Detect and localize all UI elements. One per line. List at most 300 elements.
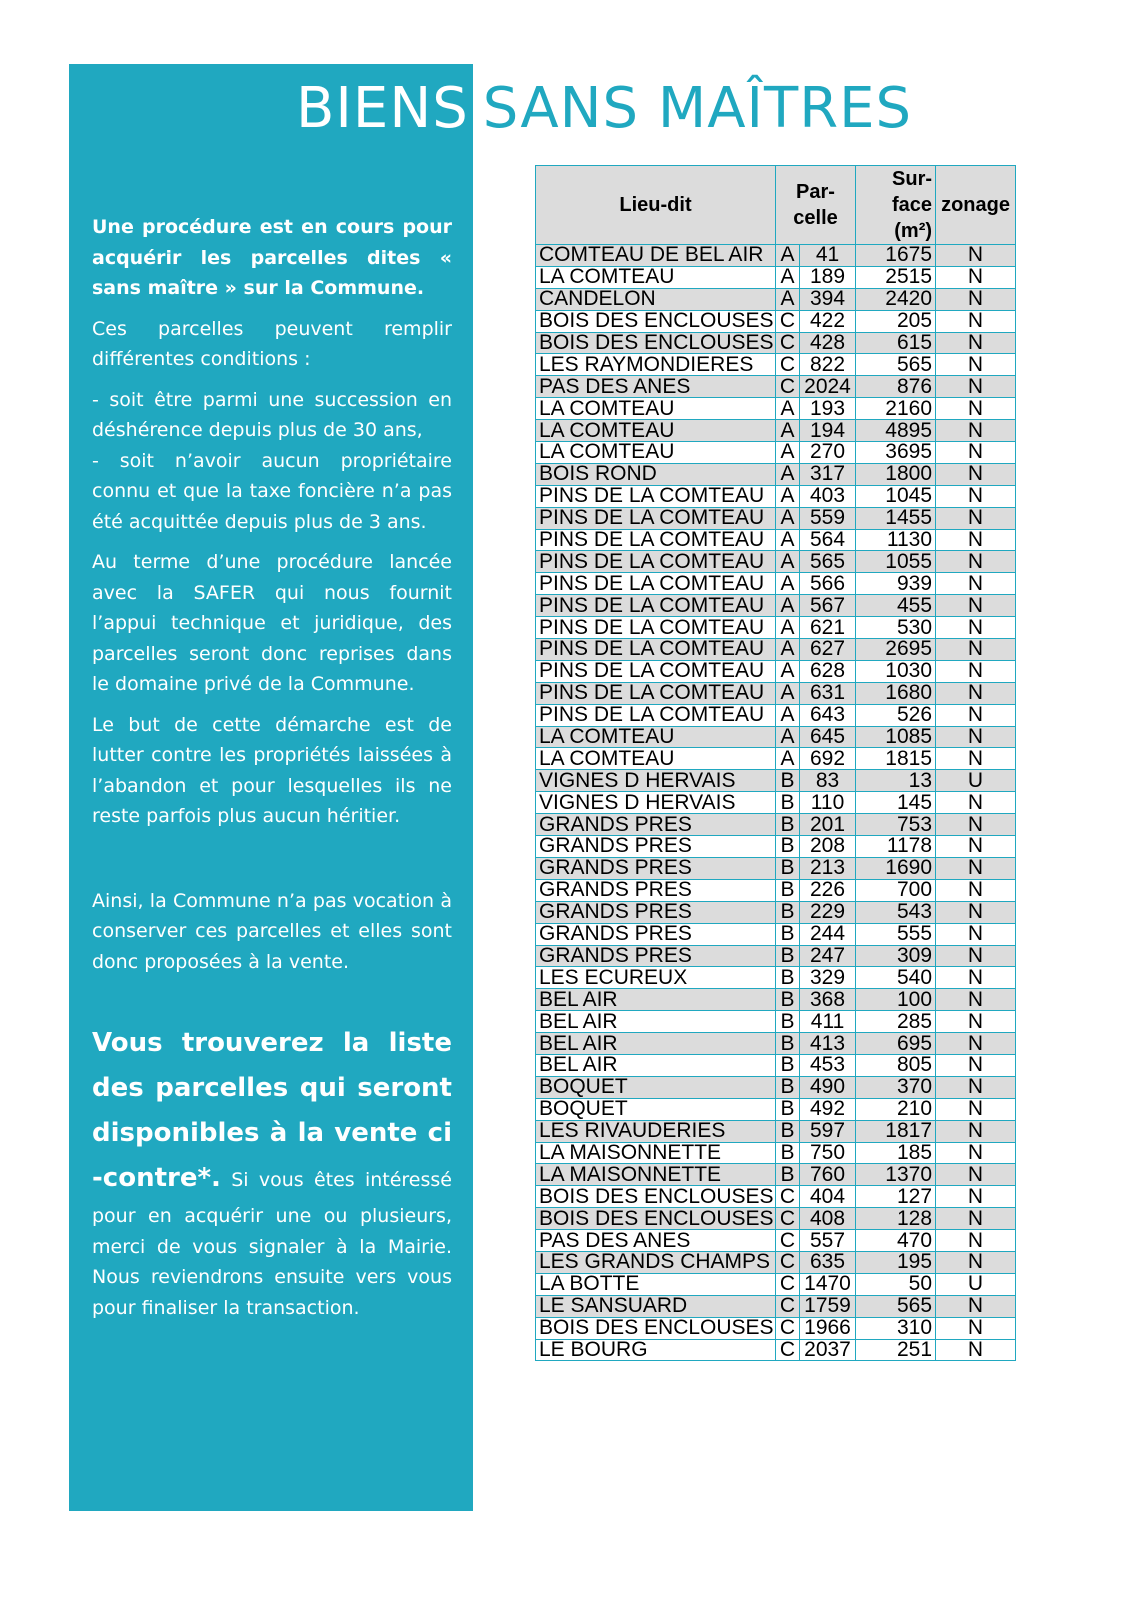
cell-section: B (776, 1164, 800, 1186)
cell-lieu-dit: LES RAYMONDIERES (536, 354, 776, 376)
table-row (536, 792, 1016, 814)
cell-section: B (776, 1098, 800, 1120)
cell-parcelle: 317 (800, 463, 856, 485)
table-row (536, 1317, 1016, 1339)
cell-section: A (776, 420, 800, 442)
cell-section: B (776, 857, 800, 879)
cell-zonage: N (936, 814, 1016, 836)
cell-lieu-dit: LA MAISONNETTE (536, 1164, 776, 1186)
cell-surface: 1085 (856, 726, 936, 748)
cell-parcelle: 631 (800, 682, 856, 704)
cell-zonage: U (936, 770, 1016, 792)
cell-zonage: N (936, 310, 1016, 332)
cell-section: C (776, 310, 800, 332)
cell-parcelle: 208 (800, 836, 856, 858)
cell-lieu-dit: BOIS DES ENCLOUSES (536, 1317, 776, 1339)
cell-surface: 1030 (856, 660, 936, 682)
cell-section: C (776, 1208, 800, 1230)
cell-parcelle: 428 (800, 332, 856, 354)
cell-lieu-dit: LA COMTEAU (536, 420, 776, 442)
cell-parcelle: 201 (800, 814, 856, 836)
cell-parcelle: 2024 (800, 376, 856, 398)
table-row (536, 332, 1016, 354)
table-row (536, 923, 1016, 945)
cell-section: A (776, 529, 800, 551)
cell-lieu-dit: BOIS DES ENCLOUSES (536, 1186, 776, 1208)
cell-zonage: N (936, 398, 1016, 420)
title-word-sans-maitres: SANS MAÎTRES (482, 76, 913, 141)
cell-parcelle: 692 (800, 748, 856, 770)
cell-section: C (776, 354, 800, 376)
cell-parcelle: 83 (800, 770, 856, 792)
cell-lieu-dit: GRANDS PRES (536, 901, 776, 923)
cell-lieu-dit: GRANDS PRES (536, 814, 776, 836)
cell-zonage: N (936, 507, 1016, 529)
cell-lieu-dit: PAS DES ANES (536, 1230, 776, 1252)
cell-zonage: N (936, 617, 1016, 639)
cell-surface: 195 (856, 1251, 936, 1273)
cell-lieu-dit: PINS DE LA COMTEAU (536, 617, 776, 639)
intro-paragraph-safer: Au terme d’une procédure lancée avec la SAFER qui nous fournit l’appui technique et juridique, des parcelles seront donc reprises dans le domaine privé de la Commune. (92, 551, 452, 695)
cell-zonage: N (936, 1011, 1016, 1033)
table-row (536, 639, 1016, 661)
cell-surface: 1055 (856, 551, 936, 573)
cell-zonage: N (936, 857, 1016, 879)
cell-surface: 309 (856, 945, 936, 967)
cell-zonage: N (936, 792, 1016, 814)
cell-lieu-dit: LA COMTEAU (536, 748, 776, 770)
cell-surface: 805 (856, 1054, 936, 1076)
cell-surface: 1130 (856, 529, 936, 551)
table-row (536, 485, 1016, 507)
cell-section: B (776, 792, 800, 814)
cell-parcelle: 1470 (800, 1273, 856, 1295)
cell-surface: 3695 (856, 442, 936, 464)
table-row (536, 660, 1016, 682)
cell-surface: 100 (856, 989, 936, 1011)
cell-surface: 1045 (856, 485, 936, 507)
cell-parcelle: 559 (800, 507, 856, 529)
cell-zonage: N (936, 595, 1016, 617)
table-row (536, 945, 1016, 967)
cta-bold-text: Vous trouverez la liste des parcelles qui seront disponibles à la vente ci -contre*. (92, 1028, 452, 1193)
cell-surface: 2515 (856, 266, 936, 288)
cell-lieu-dit: PINS DE LA COMTEAU (536, 551, 776, 573)
table-row (536, 442, 1016, 464)
cell-section: A (776, 507, 800, 529)
cell-surface: 205 (856, 310, 936, 332)
cell-parcelle: 1759 (800, 1295, 856, 1317)
cell-lieu-dit: PINS DE LA COMTEAU (536, 704, 776, 726)
cell-zonage: N (936, 442, 1016, 464)
cell-parcelle: 627 (800, 639, 856, 661)
cell-parcelle: 597 (800, 1120, 856, 1142)
cell-surface: 1680 (856, 682, 936, 704)
cell-section: A (776, 660, 800, 682)
cell-surface: 939 (856, 573, 936, 595)
cell-zonage: N (936, 245, 1016, 267)
cell-parcelle: 621 (800, 617, 856, 639)
cell-parcelle: 194 (800, 420, 856, 442)
table-row (536, 1339, 1016, 1361)
cell-lieu-dit: BEL AIR (536, 1033, 776, 1055)
cell-parcelle: 213 (800, 857, 856, 879)
cell-surface: 753 (856, 814, 936, 836)
cell-parcelle: 329 (800, 967, 856, 989)
cell-section: C (776, 376, 800, 398)
cell-parcelle: 645 (800, 726, 856, 748)
cell-surface: 310 (856, 1317, 936, 1339)
table-row (536, 529, 1016, 551)
cell-lieu-dit: BOQUET (536, 1076, 776, 1098)
table-row (536, 1120, 1016, 1142)
cell-section: B (776, 1142, 800, 1164)
cell-zonage: N (936, 1164, 1016, 1186)
cell-section: B (776, 836, 800, 858)
table-row (536, 245, 1016, 267)
title-word-biens: BIENS (296, 76, 469, 141)
cell-surface: 210 (856, 1098, 936, 1120)
cell-lieu-dit: VIGNES D HERVAIS (536, 770, 776, 792)
cell-lieu-dit: COMTEAU DE BEL AIR (536, 245, 776, 267)
table-row (536, 1295, 1016, 1317)
cell-zonage: N (936, 573, 1016, 595)
table-row (536, 1011, 1016, 1033)
cell-lieu-dit: VIGNES D HERVAIS (536, 792, 776, 814)
cell-parcelle: 422 (800, 310, 856, 332)
table-row (536, 266, 1016, 288)
cell-parcelle: 408 (800, 1208, 856, 1230)
cell-zonage: N (936, 463, 1016, 485)
table-row (536, 573, 1016, 595)
parcels-table (535, 165, 1016, 1361)
cell-lieu-dit: BOIS DES ENCLOUSES (536, 1208, 776, 1230)
cell-lieu-dit: LA BOTTE (536, 1273, 776, 1295)
cell-surface: 2160 (856, 398, 936, 420)
cell-zonage: N (936, 1033, 1016, 1055)
table-row (536, 1098, 1016, 1120)
cell-surface: 145 (856, 792, 936, 814)
table-row (536, 1164, 1016, 1186)
cell-parcelle: 490 (800, 1076, 856, 1098)
cell-zonage: N (936, 1339, 1016, 1361)
cell-surface: 4895 (856, 420, 936, 442)
table-row (536, 1033, 1016, 1055)
cell-lieu-dit: CANDELON (536, 288, 776, 310)
cell-zonage: N (936, 1230, 1016, 1252)
cell-zonage: N (936, 288, 1016, 310)
cell-parcelle: 193 (800, 398, 856, 420)
cell-lieu-dit: BOQUET (536, 1098, 776, 1120)
cell-surface: 555 (856, 923, 936, 945)
cell-surface: 1690 (856, 857, 936, 879)
cell-zonage: N (936, 1295, 1016, 1317)
cell-lieu-dit: GRANDS PRES (536, 836, 776, 858)
table-body (536, 245, 1016, 1361)
table-row (536, 310, 1016, 332)
cell-zonage: N (936, 1076, 1016, 1098)
cell-parcelle: 110 (800, 792, 856, 814)
cell-lieu-dit: LES GRANDS CHAMPS (536, 1251, 776, 1273)
cell-section: B (776, 945, 800, 967)
cell-parcelle: 229 (800, 901, 856, 923)
cell-lieu-dit: LA COMTEAU (536, 726, 776, 748)
cell-zonage: N (936, 901, 1016, 923)
cell-surface: 285 (856, 1011, 936, 1033)
cell-parcelle: 567 (800, 595, 856, 617)
cell-lieu-dit: GRANDS PRES (536, 923, 776, 945)
cell-section: B (776, 923, 800, 945)
cell-surface: 695 (856, 1033, 936, 1055)
cell-parcelle: 643 (800, 704, 856, 726)
cell-zonage: N (936, 879, 1016, 901)
cell-section: B (776, 901, 800, 923)
table-row (536, 1208, 1016, 1230)
cell-lieu-dit: LA COMTEAU (536, 398, 776, 420)
cell-section: A (776, 704, 800, 726)
table-row (536, 836, 1016, 858)
cell-lieu-dit: PINS DE LA COMTEAU (536, 529, 776, 551)
table-row (536, 857, 1016, 879)
cell-lieu-dit: BOIS ROND (536, 463, 776, 485)
cell-section: B (776, 1033, 800, 1055)
cell-surface: 127 (856, 1186, 936, 1208)
cell-section: B (776, 1120, 800, 1142)
cell-lieu-dit: PINS DE LA COMTEAU (536, 595, 776, 617)
cell-zonage: N (936, 1142, 1016, 1164)
table-row (536, 354, 1016, 376)
cell-lieu-dit: BOIS DES ENCLOUSES (536, 310, 776, 332)
cell-section: A (776, 617, 800, 639)
table-row (536, 967, 1016, 989)
header-surface: Sur- face (m²) (856, 166, 936, 245)
cell-surface: 876 (856, 376, 936, 398)
table-row (536, 288, 1016, 310)
cell-surface: 2695 (856, 639, 936, 661)
cell-lieu-dit: BEL AIR (536, 1054, 776, 1076)
table-row (536, 1076, 1016, 1098)
cell-section: A (776, 442, 800, 464)
cell-lieu-dit: BOIS DES ENCLOUSES (536, 332, 776, 354)
cell-surface: 615 (856, 332, 936, 354)
cell-lieu-dit: PINS DE LA COMTEAU (536, 660, 776, 682)
table-row (536, 814, 1016, 836)
cell-surface: 370 (856, 1076, 936, 1098)
cell-section: A (776, 595, 800, 617)
intro-condition-2: - soit n’avoir aucun propriétaire connu et que la taxe foncière n’a pas été acquittée depuis plus de 3 ans. (92, 449, 452, 533)
cell-section: A (776, 573, 800, 595)
cell-section: B (776, 1054, 800, 1076)
cell-parcelle: 557 (800, 1230, 856, 1252)
cell-surface: 1817 (856, 1120, 936, 1142)
cell-parcelle: 270 (800, 442, 856, 464)
table-row (536, 376, 1016, 398)
cell-parcelle: 247 (800, 945, 856, 967)
cell-zonage: N (936, 1251, 1016, 1273)
table-row (536, 682, 1016, 704)
cell-lieu-dit: GRANDS PRES (536, 857, 776, 879)
cell-parcelle: 404 (800, 1186, 856, 1208)
cell-surface: 565 (856, 1295, 936, 1317)
cell-parcelle: 394 (800, 288, 856, 310)
cell-section: B (776, 967, 800, 989)
table-row (536, 748, 1016, 770)
cell-lieu-dit: PINS DE LA COMTEAU (536, 507, 776, 529)
table-row (536, 595, 1016, 617)
cell-surface: 1455 (856, 507, 936, 529)
cell-section: A (776, 682, 800, 704)
cell-zonage: N (936, 989, 1016, 1011)
cell-surface: 470 (856, 1230, 936, 1252)
cell-surface: 251 (856, 1339, 936, 1361)
cell-parcelle: 453 (800, 1054, 856, 1076)
cta-contact-text: Si vous êtes intéressé pour en acquérir une ou plusieurs, merci de vous signaler à la Mairie. Nous reviendrons ensuite vers vous pour finaliser la transaction. (92, 1169, 452, 1319)
cell-zonage: N (936, 420, 1016, 442)
cell-parcelle: 628 (800, 660, 856, 682)
cell-section: C (776, 1339, 800, 1361)
cell-section: C (776, 1230, 800, 1252)
cell-lieu-dit: GRANDS PRES (536, 945, 776, 967)
cell-parcelle: 189 (800, 266, 856, 288)
table-row (536, 989, 1016, 1011)
cell-parcelle: 822 (800, 354, 856, 376)
table-row (536, 726, 1016, 748)
cell-section: B (776, 989, 800, 1011)
cell-section: B (776, 1076, 800, 1098)
cell-lieu-dit: GRANDS PRES (536, 879, 776, 901)
intro-call-to-action (92, 1021, 452, 1323)
table-row (536, 1230, 1016, 1252)
cell-section: A (776, 726, 800, 748)
cell-section: C (776, 1317, 800, 1339)
table-row (536, 1273, 1016, 1295)
header-parcelle: Par- celle (776, 166, 856, 245)
cell-section: B (776, 814, 800, 836)
cell-section: A (776, 463, 800, 485)
cell-parcelle: 566 (800, 573, 856, 595)
cell-lieu-dit: LES RIVAUDERIES (536, 1120, 776, 1142)
intro-text (92, 212, 452, 1333)
cell-zonage: N (936, 266, 1016, 288)
cell-zonage: U (936, 1273, 1016, 1295)
cell-lieu-dit: LES ECUREUX (536, 967, 776, 989)
cell-lieu-dit: LA COMTEAU (536, 266, 776, 288)
cell-lieu-dit: BEL AIR (536, 1011, 776, 1033)
cell-section: A (776, 551, 800, 573)
cell-zonage: N (936, 551, 1016, 573)
intro-lead: Une procédure est en cours pour acquérir les parcelles dites « sans maître » sur la Commune. (92, 216, 452, 299)
cell-lieu-dit: PINS DE LA COMTEAU (536, 682, 776, 704)
cell-surface: 185 (856, 1142, 936, 1164)
table-row (536, 617, 1016, 639)
table-row (536, 1142, 1016, 1164)
cell-zonage: N (936, 354, 1016, 376)
cell-zonage: N (936, 682, 1016, 704)
cell-lieu-dit: LA MAISONNETTE (536, 1142, 776, 1164)
cell-surface: 1370 (856, 1164, 936, 1186)
cell-zonage: N (936, 1317, 1016, 1339)
cell-surface: 2420 (856, 288, 936, 310)
cell-parcelle: 635 (800, 1251, 856, 1273)
cell-zonage: N (936, 1054, 1016, 1076)
table-row (536, 1251, 1016, 1273)
cell-section: A (776, 398, 800, 420)
cell-zonage: N (936, 485, 1016, 507)
cell-parcelle: 403 (800, 485, 856, 507)
cell-section: B (776, 770, 800, 792)
cell-lieu-dit: PINS DE LA COMTEAU (536, 485, 776, 507)
cell-section: A (776, 245, 800, 267)
table-row (536, 507, 1016, 529)
cell-zonage: N (936, 923, 1016, 945)
cell-parcelle: 413 (800, 1033, 856, 1055)
intro-paragraph-goal: Le but de cette démarche est de lutter contre les propriétés laissées à l’abandon et pour lesquelles ils ne reste parfois plus aucun héritier. (92, 713, 452, 827)
cell-parcelle: 368 (800, 989, 856, 1011)
cell-zonage: N (936, 376, 1016, 398)
intro-paragraph-conditions: Ces parcelles peuvent remplir différentes conditions : (92, 317, 452, 370)
table-row (536, 463, 1016, 485)
cell-surface: 540 (856, 967, 936, 989)
table-row (536, 420, 1016, 442)
cell-parcelle: 760 (800, 1164, 856, 1186)
cell-zonage: N (936, 332, 1016, 354)
cell-zonage: N (936, 1208, 1016, 1230)
cell-surface: 543 (856, 901, 936, 923)
page-title (296, 74, 912, 144)
table-row (536, 551, 1016, 573)
table-header-row (536, 166, 1016, 245)
cell-lieu-dit: LA COMTEAU (536, 442, 776, 464)
cell-parcelle: 411 (800, 1011, 856, 1033)
cell-parcelle: 564 (800, 529, 856, 551)
cell-surface: 700 (856, 879, 936, 901)
cell-zonage: N (936, 945, 1016, 967)
cell-zonage: N (936, 1098, 1016, 1120)
cell-section: C (776, 332, 800, 354)
cell-surface: 128 (856, 1208, 936, 1230)
table-row (536, 770, 1016, 792)
cell-surface: 526 (856, 704, 936, 726)
cell-section: C (776, 1295, 800, 1317)
cell-parcelle: 1966 (800, 1317, 856, 1339)
cell-parcelle: 41 (800, 245, 856, 267)
cell-zonage: N (936, 748, 1016, 770)
cell-lieu-dit: PINS DE LA COMTEAU (536, 573, 776, 595)
cell-surface: 13 (856, 770, 936, 792)
cell-zonage: N (936, 967, 1016, 989)
cell-parcelle: 750 (800, 1142, 856, 1164)
cell-section: A (776, 748, 800, 770)
cell-zonage: N (936, 1120, 1016, 1142)
cell-section: C (776, 1186, 800, 1208)
intro-condition-1: - soit être parmi une succession en déshérence depuis plus de 30 ans, (92, 388, 452, 441)
cell-zonage: N (936, 639, 1016, 661)
cell-surface: 50 (856, 1273, 936, 1295)
table-row (536, 1186, 1016, 1208)
cell-lieu-dit: LE BOURG (536, 1339, 776, 1361)
cell-surface: 530 (856, 617, 936, 639)
header-zonage: zonage (936, 166, 1016, 245)
cell-section: A (776, 266, 800, 288)
cell-surface: 1675 (856, 245, 936, 267)
cell-parcelle: 2037 (800, 1339, 856, 1361)
table-row (536, 879, 1016, 901)
cell-parcelle: 492 (800, 1098, 856, 1120)
cell-section: B (776, 879, 800, 901)
cell-lieu-dit: PAS DES ANES (536, 376, 776, 398)
cell-section: B (776, 1011, 800, 1033)
cell-lieu-dit: LE SANSUARD (536, 1295, 776, 1317)
